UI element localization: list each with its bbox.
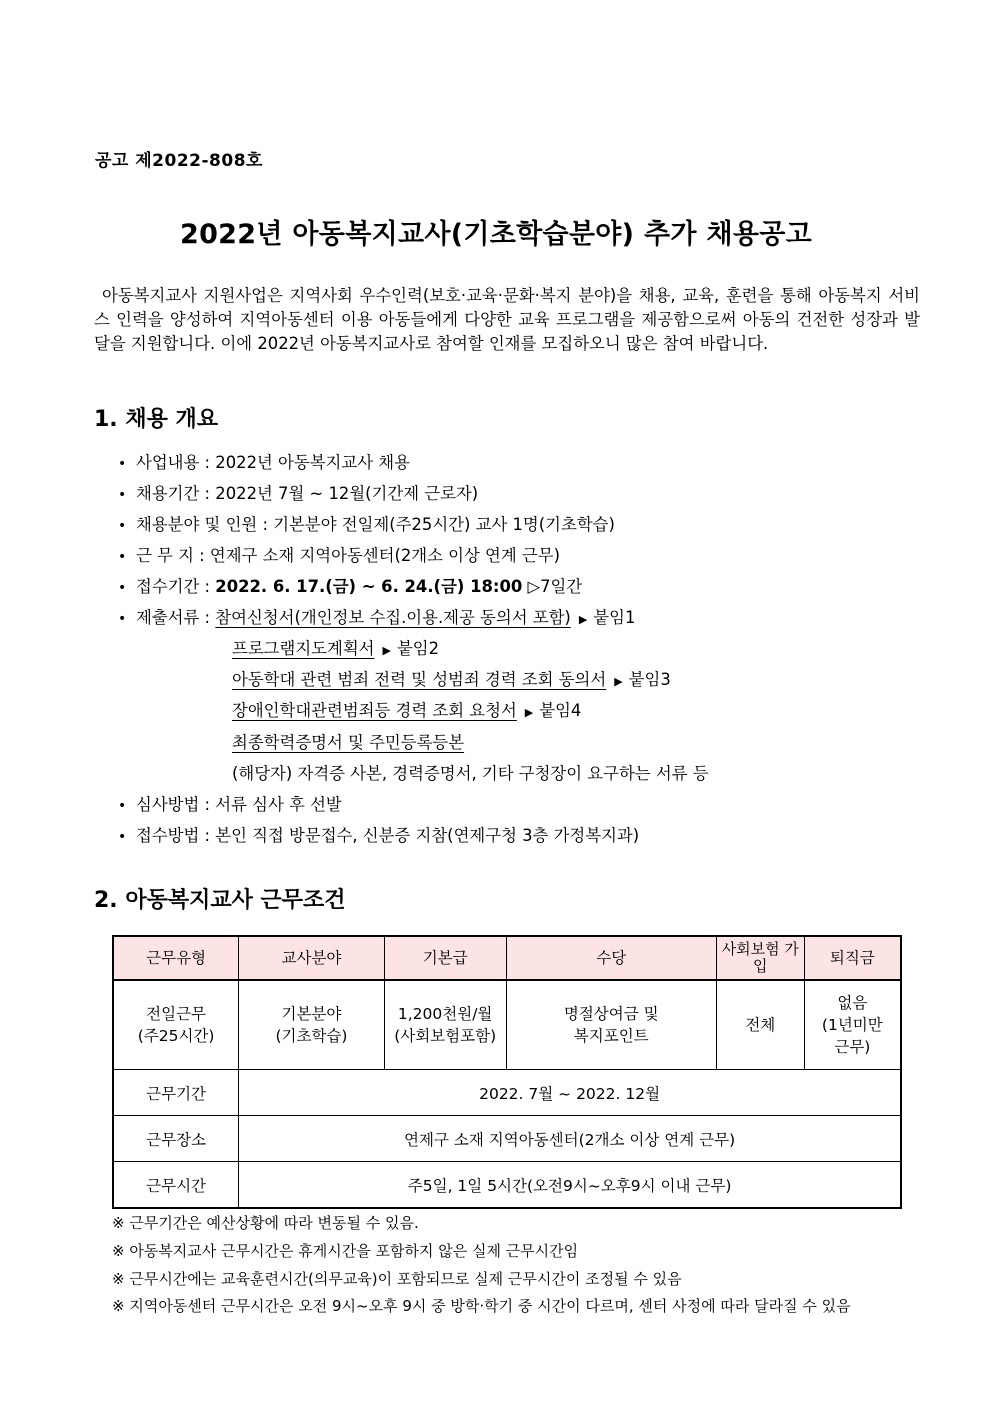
triangle-right-icon: ▶ xyxy=(578,613,588,626)
document-text: 아동학대 관련 범죄 전력 및 성범죄 경력 조회 동의서 xyxy=(232,670,607,689)
table-header: 근무유형 xyxy=(113,936,239,980)
item-extra: 붙임1 xyxy=(593,608,636,627)
page-title: 2022년 아동복지교사(기초학습분야) 추가 채용공고 xyxy=(180,219,812,250)
table-cell: 주5일, 1일 5시간(오전9시~오후9시 이내 근무) xyxy=(239,1162,901,1209)
work-conditions-table xyxy=(112,935,902,1209)
document-text: 장애인학대관련범죄등 경력 조회 요청서 xyxy=(232,701,517,720)
section1-heading: 1. 채용 개요 xyxy=(94,407,218,432)
table-cell: 근무기간 xyxy=(113,1070,239,1116)
item-value: 본인 직접 방문접수, 신분증 지참(연제구청 3층 가정복지과) xyxy=(215,826,640,845)
list-item: • 근 무 지 : 연제구 소재 지역아동센터(2개소 이상 연계 근무) xyxy=(118,546,560,565)
footnote: ※ 근무기간은 예산상황에 따라 변동될 수 있음. xyxy=(112,1214,419,1232)
document-item xyxy=(232,666,671,690)
item-label: 심사방법 xyxy=(136,795,200,814)
item-value: 연제구 소재 지역아동센터(2개소 이상 연계 근무) xyxy=(209,546,560,565)
list-item: • 접수방법 : 본인 직접 방문접수, 신분증 지참(연제구청 3층 가정복지과) xyxy=(118,826,640,845)
item-extra: ▷7일간 xyxy=(527,577,583,596)
footnote: ※ 근무시간에는 교육훈련시간(의무교육)이 포함되므로 실제 근무시간이 조정될 수 있음 xyxy=(112,1270,682,1288)
item-label: 접수기간 xyxy=(136,577,200,596)
table-header: 퇴직금 xyxy=(804,936,901,980)
footnote: ※ 아동복지교사 근무시간은 휴게시간을 포함하지 않은 실제 근무시간임 xyxy=(112,1242,579,1260)
item-label: 접수방법 xyxy=(136,826,200,845)
item-label: 근 무 지 xyxy=(136,546,194,565)
table-cell: 근무시간 xyxy=(113,1162,239,1209)
document-item xyxy=(232,760,709,784)
table-row xyxy=(113,1116,901,1162)
document-text: 최종학력증명서 및 주민등록등본 xyxy=(232,733,465,752)
list-item: • 접수기간 : 2022. 6. 17.(금) ~ 6. 24.(금) 18:00 ▷7일간 xyxy=(118,577,583,596)
table-row xyxy=(113,1070,901,1116)
footnote: ※ 지역아동센터 근무시간은 오전 9시~오후 9시 중 방학·학기 중 시간이 다르며, 센터 사정에 따라 달라질 수 있음 xyxy=(112,1297,851,1315)
item-value: 2022년 아동복지교사 채용 xyxy=(215,453,410,472)
document-attachment: 붙임2 xyxy=(396,639,440,658)
triangle-right-icon: ▶ xyxy=(382,644,391,657)
table-header: 교사분야 xyxy=(239,936,385,980)
table-row xyxy=(113,980,901,1070)
item-value: 서류 심사 후 선발 xyxy=(215,795,342,814)
triangle-right-icon: ▶ xyxy=(614,675,623,688)
intro-text: 아동복지교사 지원사업은 지역사회 우수인력(보호·교육·문화·복지 분야)을 채용, 교육, 훈련을 통해 아동복지 서비스 인력을 양성하여 지역아동센터 이용 아동들에게 다양한 교육 프로그램을 제공함으로써 아동의 건전한 성장과 발달을 지원합니다. 이에 2022년 아동복지교사로 참여할 인재를 모집하오니 많은 참여 바랍니다. xyxy=(94,286,920,353)
table-header: 사회보험 가입 xyxy=(716,936,804,980)
table-header: 기본급 xyxy=(384,936,506,980)
document-text: (해당자) 자격증 사본, 경력증명서, 기타 구청장이 요구하는 서류 등 xyxy=(232,764,709,783)
table-cell: 연제구 소재 지역아동센터(2개소 이상 연계 근무) xyxy=(239,1116,901,1162)
item-label: 채용기간 xyxy=(136,484,200,503)
document-attachment: 붙임3 xyxy=(628,670,671,689)
table-cell: 전일근무 (주25시간) xyxy=(113,980,239,1070)
table-row xyxy=(113,1162,901,1209)
triangle-right-icon: ▶ xyxy=(524,706,534,719)
item-value: 기본분야 전일제(주25시간) 교사 1명(기초학습) xyxy=(273,515,615,534)
table-header-row xyxy=(113,936,901,980)
table-cell: 근무장소 xyxy=(113,1116,239,1162)
table-cell: 전체 xyxy=(716,980,804,1070)
list-item: • 채용분야 및 인원 : 기본분야 전일제(주25시간) 교사 1명(기초학습) xyxy=(118,515,615,534)
list-item: • 제출서류 : 참여신청서(개인정보 수집.이용.제공 동의서 포함) ▶ 붙임1 xyxy=(118,608,636,627)
item-label: 사업내용 xyxy=(136,453,200,472)
table-cell: 1,200천원/월 (사회보험포함) xyxy=(384,980,506,1070)
document-attachment: 붙임4 xyxy=(539,701,582,720)
item-label: 채용분야 및 인원 xyxy=(136,515,258,534)
intro-paragraph xyxy=(94,284,920,356)
list-item: • 심사방법 : 서류 심사 후 선발 xyxy=(118,795,342,814)
item-value: 2022년 7월 ~ 12월(기간제 근로자) xyxy=(215,484,479,503)
item-value: 참여신청서(개인정보 수집.이용.제공 동의서 포함) xyxy=(215,608,571,627)
table-cell: 기본분야 (기초학습) xyxy=(239,980,385,1070)
table-header: 수당 xyxy=(506,936,716,980)
document-item xyxy=(232,635,439,659)
list-item: • 채용기간 : 2022년 7월 ~ 12월(기간제 근로자) xyxy=(118,484,479,503)
table-cell: 없음 (1년미만 근무) xyxy=(804,980,901,1070)
notice-number: 공고 제2022-808호 xyxy=(95,151,263,171)
table-cell: 명절상여금 및 복지포인트 xyxy=(506,980,716,1070)
table-cell: 2022. 7월 ~ 2022. 12월 xyxy=(239,1070,901,1116)
document-item xyxy=(232,697,581,721)
document-item xyxy=(232,729,464,753)
list-item: • 사업내용 : 2022년 아동복지교사 채용 xyxy=(118,453,410,472)
section2-heading: 2. 아동복지교사 근무조건 xyxy=(94,888,346,913)
item-label: 제출서류 xyxy=(136,608,200,627)
item-value: 2022. 6. 17.(금) ~ 6. 24.(금) 18:00 xyxy=(215,577,523,596)
document-text: 프로그램지도계획서 xyxy=(232,639,375,658)
